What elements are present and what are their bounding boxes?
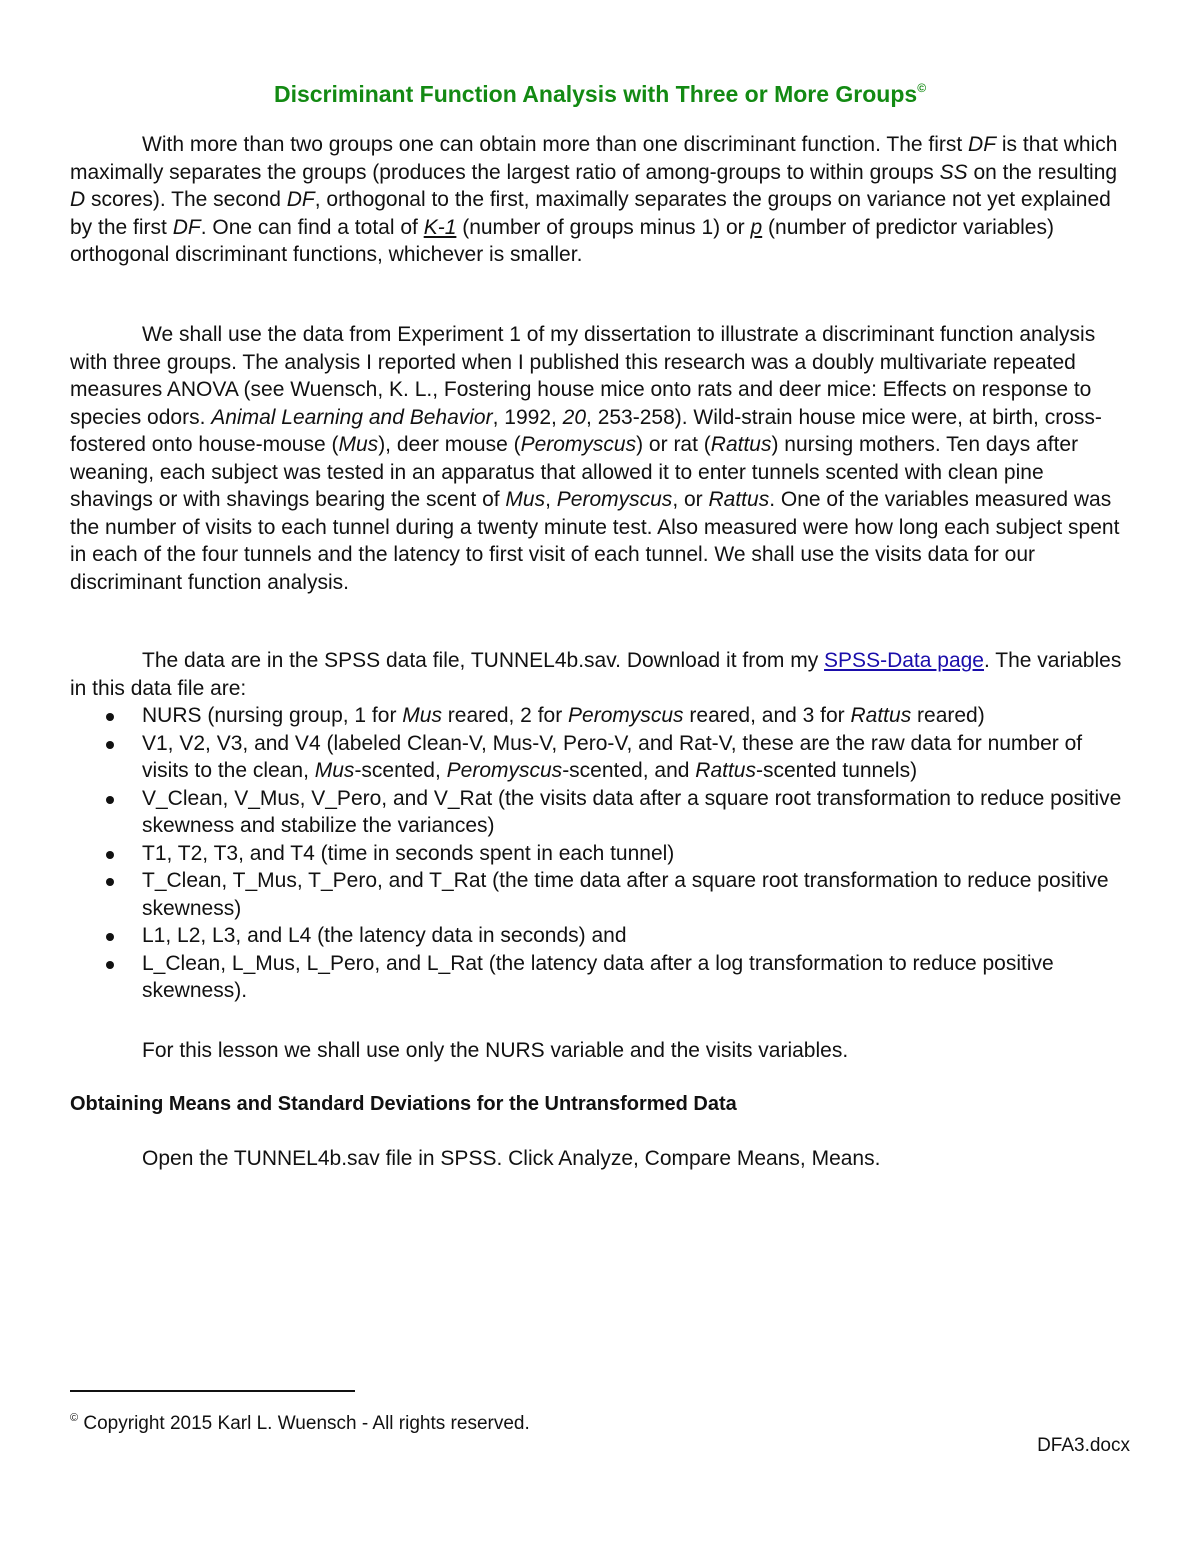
section-heading: Obtaining Means and Standard Deviations for the Untransformed Data <box>70 1093 737 1115</box>
list-item: L1, L2, L3, and L4 (the latency data in seconds) and <box>70 922 1130 950</box>
list-item: NURS (nursing group, 1 for Mus reared, 2 for Peromyscus reared, and 3 for Rattus reared) <box>70 702 1130 730</box>
footnote: © Copyright 2015 Karl L. Wuensch - All rights reserved. <box>70 1412 530 1434</box>
bullet-icon <box>106 713 114 721</box>
data-file-paragraph: The data are in the SPSS data file, TUNNEL4b.sav. Download it from my SPSS-Data page. The variables in this data file are: <box>70 649 1122 700</box>
instructions-paragraph: Open the TUNNEL4b.sav file in SPSS. Click Analyze, Compare Means, Means. <box>142 1147 881 1170</box>
intro-paragraph: With more than two groups one can obtain more than one discriminant function. The first DF is that which maximally separates the groups (produces the largest ratio of among-groups to within groups SS on the resulting D scores). The second DF, orthogonal to the first, maximally separates the groups on variance not yet explained by the first DF. One can find a total of K-1 (number of groups minus 1) or p (number of predictor variables) orthogonal discriminant functions, whichever is smaller. <box>70 133 1118 266</box>
document-page <box>70 0 1130 1553</box>
list-item: T_Clean, T_Mus, T_Pero, and T_Rat (the time data after a square root transformation to reduce positive skewness) <box>70 867 1130 922</box>
page-title: Discriminant Function Analysis with Three or More Groups© <box>273 81 927 107</box>
lesson-scope-paragraph: For this lesson we shall use only the NURS variable and the visits variables. <box>142 1039 849 1062</box>
footnote-mark: © <box>70 1412 79 1424</box>
spss-data-page-link[interactable]: SPSS-Data page <box>824 649 984 672</box>
bullet-icon <box>106 741 114 749</box>
list-item: V_Clean, V_Mus, V_Pero, and V_Rat (the visits data after a square root transformation to reduce positive skewness and stabilize the variances) <box>70 785 1130 840</box>
bullet-icon <box>106 796 114 804</box>
variable-list <box>70 702 1130 1005</box>
list-item: L_Clean, L_Mus, L_Pero, and L_Rat (the latency data after a log transformation to reduce positive skewness). <box>70 950 1130 1005</box>
experiment-paragraph: We shall use the data from Experiment 1 of my dissertation to illustrate a discriminant function analysis with three groups. The analysis I reported when I published this research was a doubly multivariate repeated measures ANOVA (see Wuensch, K. L., Fostering house mice onto rats and deer mice: Effects on response to species odors. Animal Learning and Behavior, 1992, 20, 253-258). Wild-strain house mice were, at birth, cross-fostered onto house-mouse (Mus), deer mouse (Peromyscus) or rat (Rattus) nursing mothers. Ten days after weaning, each subject was tested in an apparatus that allowed it to enter tunnels scented with clean pine shavings or with shavings bearing the scent of Mus, Peromyscus, or Rattus. One of the variables measured was the number of visits to each tunnel during a twenty minute test. Also measured were how long each subject spent in each of the four tunnels and the latency to first visit of each tunnel. We shall use the visits data for our discriminant function analysis. <box>70 323 1120 594</box>
bullet-icon <box>106 851 114 859</box>
footnote-divider <box>70 1390 355 1392</box>
copyright-mark: © <box>917 81 927 95</box>
bullet-icon <box>106 878 114 886</box>
list-item: V1, V2, V3, and V4 (labeled Clean-V, Mus-V, Pero-V, and Rat-V, these are the raw data for number of visits to the clean, Mus-scented, Peromyscus-scented, and Rattus-scented tunnels) <box>70 730 1130 785</box>
list-item: T1, T2, T3, and T4 (time in seconds spent in each tunnel) <box>70 840 1130 868</box>
document-filename: DFA3.docx <box>1037 1435 1130 1456</box>
bullet-icon <box>106 933 114 941</box>
bullet-icon <box>106 961 114 969</box>
